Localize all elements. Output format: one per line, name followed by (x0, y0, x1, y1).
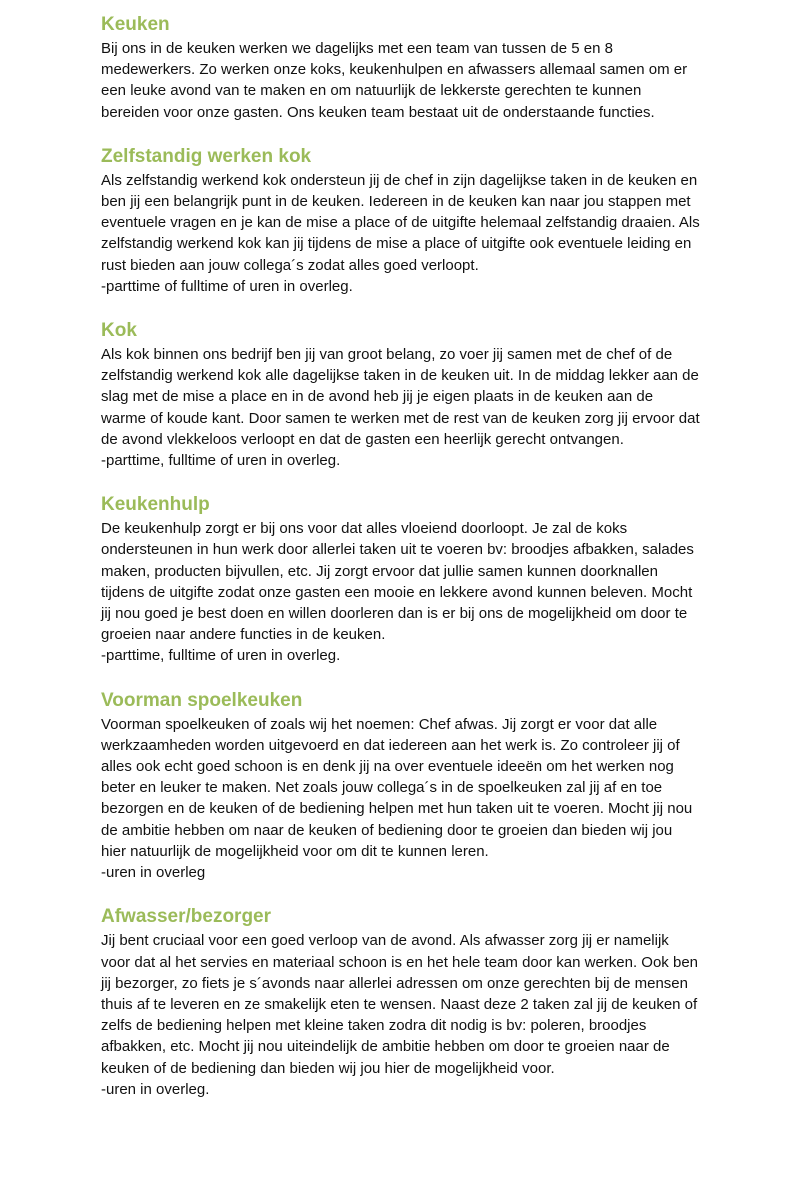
section-heading: Keukenhulp (101, 494, 210, 516)
document-page (101, 12, 781, 1121)
section-heading: Afwasser/bezorger (101, 906, 272, 928)
section-heading: Voorman spoelkeuken (101, 689, 303, 711)
paragraph-line: beter en leuker te maken. Net zoals jouw collega´s in de spoelkeuken zal jij af en toe (101, 779, 663, 797)
paragraph-line: zelfstandig werkend kok alle dagelijkse taken in de keuken uit. In de middag lekker aan de (101, 367, 699, 385)
section-keukenhulp (101, 492, 781, 666)
paragraph-line: rust bieden aan jouw collega´s zodat alles goed verloopt. (101, 256, 479, 274)
paragraph-line: keuken of de bediening dan bieden wij jou hier de mogelijkheid voor. (101, 1059, 555, 1077)
paragraph-line: groeien naar andere functies in de keuken. (101, 626, 386, 644)
section-voorman-spoelkeuken (101, 688, 781, 884)
paragraph-line: de avond vlekkeloos verloopt en dat de gasten een heerlijk gerecht ontvangen. (101, 430, 624, 448)
hours-note: -parttime of fulltime of uren in overleg. (101, 277, 353, 295)
paragraph-line: Als kok binnen ons bedrijf ben jij van groot belang, zo voer jij samen met de chef of de (101, 346, 673, 364)
paragraph-line: medewerkers. Zo werken onze koks, keukenhulpen en afwassers allemaal samen om er (101, 61, 688, 79)
paragraph-line: bereiden voor onze gasten. Ons keuken team bestaat uit de onderstaande functies. (101, 103, 655, 121)
paragraph-line: eventuele vragen en je kan de mise a place of de uitgifte helemaal zelfstandig draaien. Als (101, 214, 700, 232)
paragraph-line: voor dat al het servies en materiaal schoon is en het hele team door kan werken. Ook ben (101, 953, 699, 971)
paragraph-line: alles ook echt goed schoon is en denk jij na over eventuele ideeën om het werken nog (101, 758, 674, 776)
section-keuken (101, 12, 781, 123)
hours-note: -parttime, fulltime of uren in overleg. (101, 452, 341, 470)
paragraph-line: Als zelfstandig werkend kok ondersteun jij de chef in zijn dagelijkse taken in de keuken en (101, 171, 698, 189)
paragraph-line: ben jij een belangrijk punt in de keuken. Iedereen in de keuken kan naar jou stappen met (101, 193, 691, 211)
paragraph-line: Voorman spoelkeuken of zoals wij het noemen: Chef afwas. Jij zorgt er voor dat alle (101, 715, 658, 733)
section-afwasser-bezorger (101, 904, 781, 1100)
paragraph-line: Jij bent cruciaal voor een goed verloop van de avond. Als afwasser zorg jij er namelijk (101, 932, 669, 950)
section-kok (101, 318, 781, 471)
paragraph-line: werkzaamheden worden uitgevoerd en dat iedereen aan het werk is. Zo controleer jij of (101, 736, 680, 754)
section-heading: Kok (101, 320, 137, 342)
paragraph-line: een leuke avond van te maken en om natuurlijk de lekkerste gerechten te kunnen (101, 82, 642, 100)
paragraph-line: bezorgen en de keuken of de bediening helpen met hun taken uit te voeren. Mocht jij nou (101, 800, 693, 818)
paragraph-line: slag met de mise a place en in de avond heb jij je eigen plaats in de keuken aan de (101, 388, 654, 406)
section-zelfstandig-werken-kok (101, 144, 781, 297)
hours-note: -uren in overleg. (101, 1080, 210, 1098)
paragraph-line: De keukenhulp zorgt er bij ons voor dat alles vloeiend doorloopt. Je zal de koks (101, 520, 628, 538)
paragraph-line: maken, producten bijvullen, etc. Jij zorgt ervoor dat jullie samen kunnen doorknallen (101, 562, 658, 580)
paragraph-line: zelfs de bediening helpen met kleine taken zodra dit nodig is bv: poleren, broodjes (101, 1017, 647, 1035)
paragraph-line: hier natuurlijk de mogelijkheid voor om dit te kunnen leren. (101, 842, 489, 860)
paragraph-line: jij bezorger, zo fiets je s´avonds naar allerlei adressen om onze gerechten bij de mensen (101, 974, 688, 992)
paragraph-line: warme of koude kant. Door samen te werken met de rest van de keuken zorg jij ervoor dat (101, 409, 700, 427)
paragraph-line: afbakken, etc. Mocht jij nou uiteindelijk de ambitie hebben om door te groeien naar de (101, 1038, 670, 1056)
paragraph-line: thuis af te leveren en ze smakelijk eten te wensen. Naast deze 2 taken zal jij de keuken of (101, 995, 698, 1013)
paragraph-line: Bij ons in de keuken werken we dagelijks met een team van tussen de 5 en 8 (101, 40, 613, 57)
section-heading: Zelfstandig werken kok (101, 145, 312, 167)
hours-note: -parttime, fulltime of uren in overleg. (101, 647, 341, 665)
section-heading: Keuken (101, 14, 170, 35)
paragraph-line: ondersteunen in hun werk door allerlei taken uit te voeren bv: broodjes afbakken, salades (101, 541, 694, 559)
hours-note: -uren in overleg (101, 864, 206, 882)
paragraph-line: de ambitie hebben om naar de keuken of bediening door te groeien dan bieden wij jou (101, 821, 673, 839)
paragraph-line: tijdens de uitgifte zodat onze gasten een mooie en lekkere avond kunnen beleven. Mocht (101, 583, 693, 601)
paragraph-line: zelfstandig werkend kok kan jij tijdens de mise a place of uitgifte ook eventuele leiding en (101, 235, 692, 253)
paragraph-line: jij nou goed je best doen en willen doorleren dan is er bij ons de mogelijkheid om door te (101, 605, 688, 623)
